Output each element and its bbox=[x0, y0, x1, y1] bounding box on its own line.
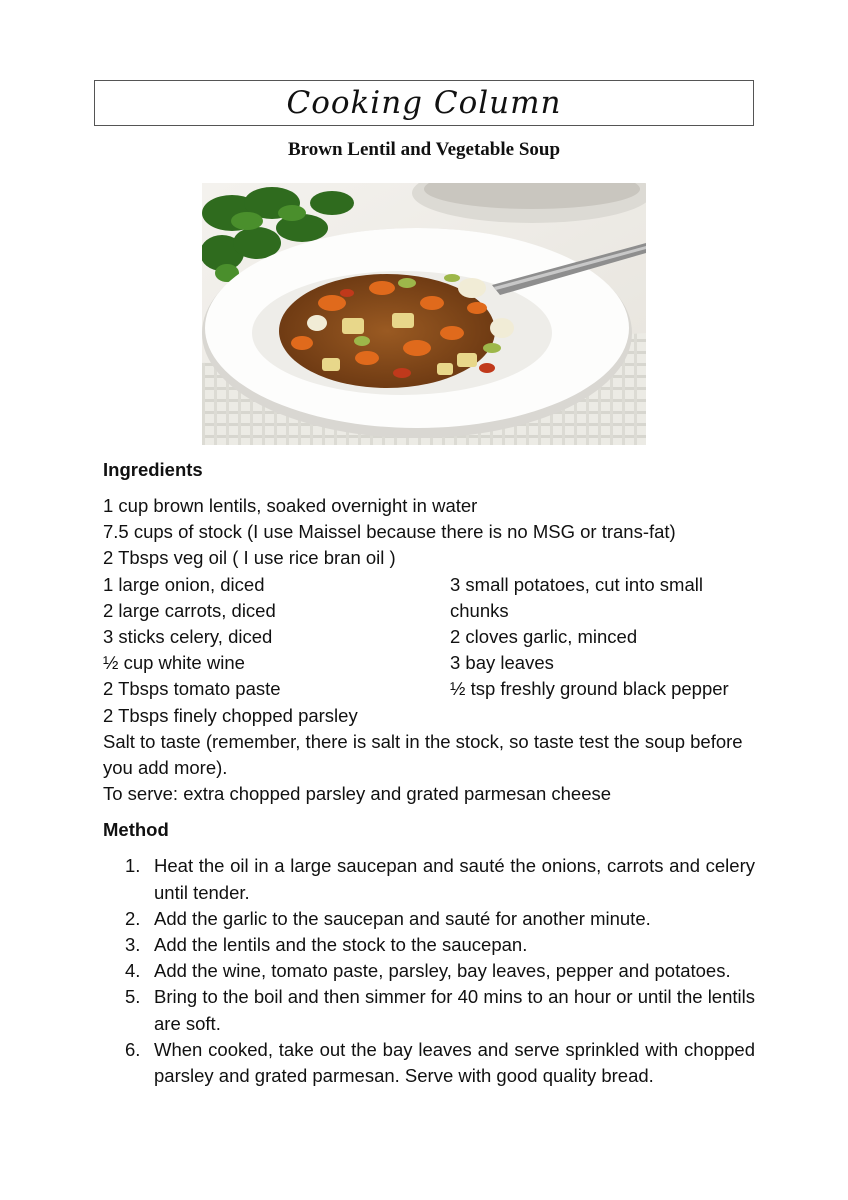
method-step bbox=[103, 853, 755, 905]
ingredients-intro bbox=[103, 493, 755, 572]
ingredients-left-column bbox=[103, 572, 450, 729]
ingredients-heading: Ingredients bbox=[103, 459, 203, 480]
step-number: 6. bbox=[125, 1038, 141, 1060]
ingredient-line: 2 Tbsps finely chopped parsley bbox=[103, 704, 358, 726]
step-text: Add the lentils and the stock to the saucepan. bbox=[154, 934, 528, 956]
method-list bbox=[103, 853, 755, 1089]
step-text: Add the wine, tomato paste, parsley, bay leaves, pepper and potatoes. bbox=[154, 960, 731, 982]
ingredient-line: 2 cloves garlic, minced bbox=[450, 626, 638, 648]
ingredient-line: 3 small potatoes, cut into small chunks bbox=[450, 573, 703, 621]
step-text: Add the garlic to the saucepan and sauté for another minute. bbox=[154, 907, 651, 929]
ingredient-line: 2 Tbsps tomato paste bbox=[103, 678, 281, 700]
step-number: 4. bbox=[125, 960, 141, 982]
ingredient-note: To serve: extra chopped parsley and grated parmesan cheese bbox=[103, 783, 612, 805]
method-step bbox=[103, 1037, 755, 1089]
step-text: Heat the oil in a large saucepan and sauté the onions, carrots and celery until tender. bbox=[154, 855, 755, 903]
ingredient-line: 1 large onion, diced bbox=[103, 573, 265, 595]
step-number: 1. bbox=[125, 855, 141, 877]
ingredients-right-column bbox=[450, 572, 755, 729]
recipe-content bbox=[103, 457, 755, 1089]
step-text: When cooked, take out the bay leaves and serve sprinkled with chopped parsley and grated parmesan. Serve with good quality bread. bbox=[154, 1038, 755, 1087]
method-step bbox=[103, 906, 755, 932]
recipe-title: Brown Lentil and Vegetable Soup bbox=[287, 139, 561, 160]
page-title: Cooking Column bbox=[286, 85, 562, 121]
method-heading: Method bbox=[103, 819, 169, 841]
method-step bbox=[103, 932, 755, 958]
method-step bbox=[103, 984, 755, 1036]
step-number: 2. bbox=[125, 907, 141, 929]
ingredient-line: ½ cup white wine bbox=[103, 652, 245, 674]
method-step bbox=[103, 958, 755, 984]
ingredient-note: Salt to taste (remember, there is salt in the stock, so taste test the soup before you add more). bbox=[103, 730, 743, 779]
ingredient-line: 2 large carrots, diced bbox=[103, 599, 276, 621]
ingredient-line: ½ tsp freshly ground black pepper bbox=[450, 678, 729, 700]
ingredient-line: 1 cup brown lentils, soaked overnight in water bbox=[103, 495, 478, 516]
title-box bbox=[94, 80, 754, 126]
ingredient-line: 3 bay leaves bbox=[450, 652, 554, 674]
ingredient-line: 7.5 cups of stock (I use Maissel because there is no MSG or trans-fat) bbox=[103, 521, 676, 543]
step-text: Bring to the boil and then simmer for 40 mins to an hour or until the lentils are soft. bbox=[154, 986, 755, 1034]
ingredient-line: 2 Tbsps veg oil ( I use rice bran oil ) bbox=[103, 547, 396, 569]
ingredients-notes bbox=[103, 729, 755, 808]
soup-photo bbox=[202, 183, 646, 445]
ingredients-columns bbox=[103, 572, 755, 729]
step-number: 3. bbox=[125, 934, 141, 956]
step-number: 5. bbox=[125, 986, 141, 1008]
ingredient-line: 3 sticks celery, diced bbox=[103, 626, 273, 648]
